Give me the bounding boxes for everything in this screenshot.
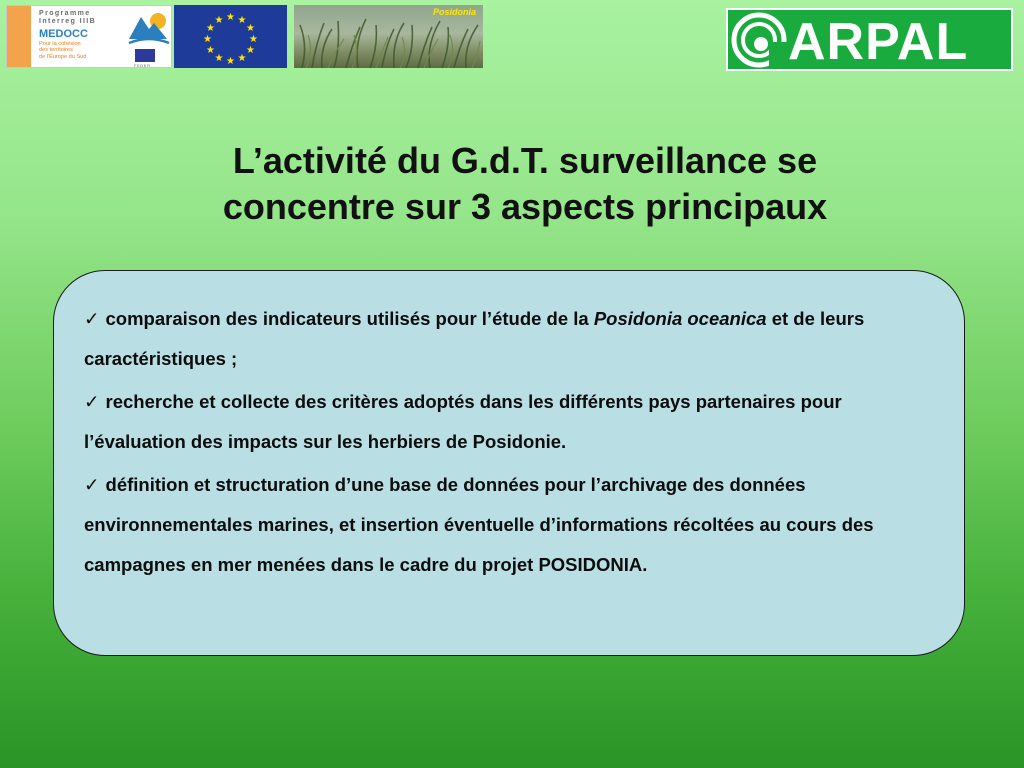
posidonia-caption: Posidonia	[432, 7, 476, 17]
svg-text:★: ★	[249, 34, 258, 45]
content-panel	[53, 270, 965, 656]
svg-text:★: ★	[246, 23, 255, 34]
mountain-sun-icon	[127, 9, 171, 47]
arpal-logo	[726, 8, 1013, 71]
arpal-swirl-icon	[731, 12, 787, 68]
list-item-text: et de leurs caractéristiques ;	[84, 308, 865, 369]
list-item	[84, 465, 930, 585]
list-item	[84, 382, 930, 462]
svg-text:★: ★	[237, 53, 247, 64]
list-item-text: comparaison des indicateurs utilisés pour l’étude de la	[105, 308, 594, 329]
checkmark-icon: ✓	[84, 308, 100, 329]
svg-text:★: ★	[203, 34, 212, 45]
medocc-tagline	[39, 41, 86, 60]
slide-title-line2: concentre sur 3 aspects principaux	[222, 186, 828, 227]
svg-text:★: ★	[226, 12, 235, 23]
arpal-wordmark: ARPAL	[788, 13, 969, 71]
svg-text:★: ★	[246, 45, 255, 56]
species-name: Posidonia oceanica	[593, 308, 767, 329]
posidonia-photo	[294, 5, 483, 68]
checkmark-icon: ✓	[84, 474, 100, 495]
svg-text:★: ★	[214, 15, 224, 26]
list-item-text: définition et structuration d’une base de données pour l’archivage des données environnementales marines, et insertion éventuelle d’informations récoltées au cours des campagnes en mer menées dans le cadre du projet POSIDONIA.	[84, 474, 874, 575]
eu-flag-logo	[174, 5, 287, 68]
medocc-fund-label: FEDER	[134, 63, 151, 68]
slide-title-line1: L’activité du G.d.T. surveillance se	[232, 140, 818, 181]
slide-title	[100, 138, 950, 230]
checkmark-icon: ✓	[84, 391, 100, 412]
medocc-name: MEDOCC	[39, 28, 88, 40]
svg-text:★: ★	[214, 53, 224, 64]
list-item	[84, 299, 930, 379]
medocc-program-label	[39, 10, 96, 26]
eu-mini-flag-icon	[135, 49, 155, 62]
medocc-tagline-line1: Pour la cohésion	[39, 41, 81, 47]
medocc-tagline-line2: des territoires	[39, 47, 73, 54]
medocc-program-line2: Interreg IIIB	[39, 18, 97, 25]
svg-text:★: ★	[206, 23, 215, 34]
eu-flag-icon	[174, 5, 287, 68]
medocc-tagline-line3: de l'Europe du Sud	[39, 53, 87, 60]
bullet-list	[84, 299, 930, 585]
list-item-text: recherche et collecte des critères adoptés dans les différents pays partenaires pour l’évaluation des impacts sur les herbiers de Posidonie.	[84, 391, 842, 452]
svg-text:★: ★	[237, 15, 247, 26]
medocc-logo	[6, 5, 172, 68]
medocc-program-line1: Programme	[39, 10, 91, 17]
svg-text:★: ★	[206, 45, 215, 56]
medocc-orange-stripe	[7, 6, 31, 67]
svg-text:★: ★	[226, 56, 235, 67]
